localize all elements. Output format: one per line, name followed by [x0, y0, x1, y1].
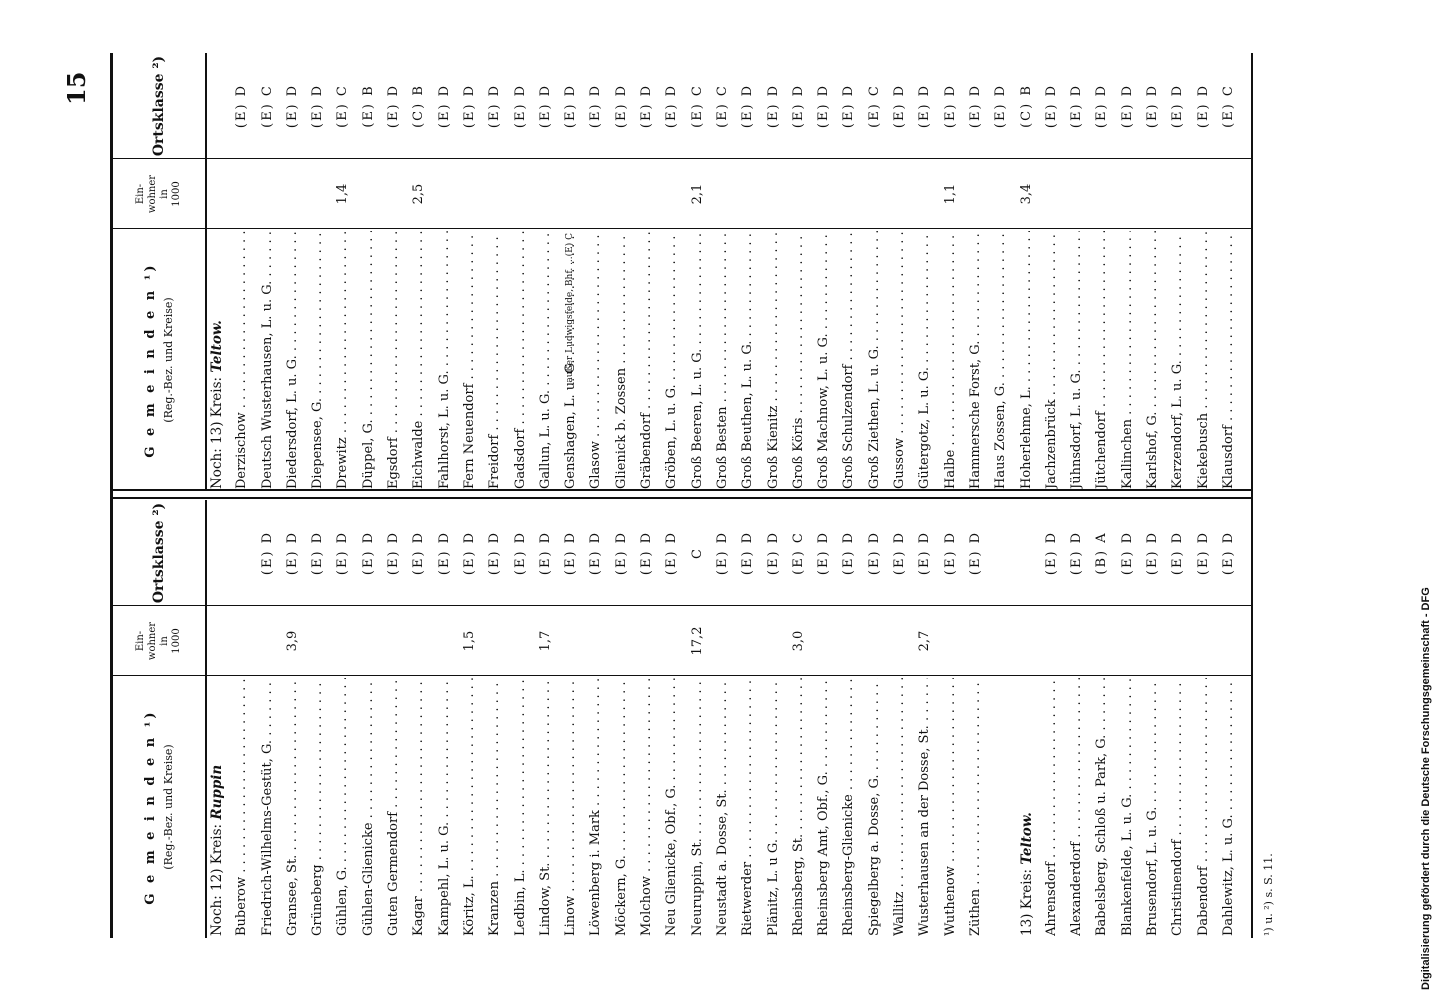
class-value: (E) D	[917, 83, 933, 129]
class-value: (E) D	[461, 83, 477, 129]
municipality-name: Wuthenow . . .	[943, 678, 958, 936]
municipality-name: Rheinsberg-Glienicke . . .	[841, 678, 856, 936]
table-row	[230, 53, 255, 491]
municipality-name: Fahlhorst, L. u. G. . . .	[437, 231, 452, 489]
municipality-name: Neuruppin, St. . . .	[690, 678, 705, 936]
table-row	[458, 53, 483, 491]
table-row	[357, 500, 382, 938]
class-value: (E) D	[284, 530, 300, 576]
table-row	[964, 53, 989, 491]
municipality-name: Friedrich-Wilhelms-Gestüt, G. . . .	[260, 678, 275, 936]
header-municipalities: G e m e i n d e n ¹)	[143, 709, 158, 905]
municipality-name: Gräbendorf . . .	[639, 231, 654, 489]
municipality-name: Köritz, L. . . .	[462, 678, 477, 936]
class-value: (E) D	[335, 530, 351, 576]
table-row	[660, 500, 685, 938]
population-value: 1,4	[335, 183, 351, 205]
municipality-name: Ahrensdorf . . .	[1044, 678, 1059, 936]
left-rows	[205, 500, 1242, 938]
class-value: (E) C	[335, 84, 351, 128]
municipality-name: Gussow . . .	[892, 231, 907, 489]
class-value: (E) D	[942, 83, 958, 129]
class-value: (E) D	[1043, 83, 1059, 129]
table-row	[1217, 500, 1242, 938]
table-row	[1192, 53, 1217, 491]
class-value: (E) D	[310, 530, 326, 576]
class-value: (E) D	[259, 530, 275, 576]
municipality-name: Halbe . . .	[943, 231, 958, 489]
class-value: (E) D	[740, 83, 756, 129]
table-row	[660, 53, 685, 491]
side-credit: Digitalisierung gefördert durch die Deutsche Forschungsgemeinschaft - DFG	[1420, 587, 1432, 990]
right-rows	[205, 53, 1242, 491]
municipality-name: Jühnsdorf, L. u. G. . . .	[1069, 231, 1084, 489]
municipality-name: Grüneberg . . .	[310, 678, 325, 936]
municipality-name: Wusterhausen an der Dosse, St. . . .	[917, 678, 932, 936]
municipality-name: Drewitz . . .	[335, 231, 350, 489]
class-value: (E) D	[436, 530, 452, 576]
class-value: (E) D	[588, 83, 604, 129]
municipality-name: Rheinsberg Amt, Obf., G. . . .	[816, 678, 831, 936]
class-value: (E) D	[1144, 83, 1160, 129]
table-row	[787, 500, 812, 938]
table-row	[433, 500, 458, 938]
table-row	[989, 500, 1014, 938]
municipality-name: Deutsch Wusterhausen, L. u. G. . . .	[260, 231, 275, 489]
municipality-name: Hammersche Forst, G. . . .	[968, 231, 983, 489]
class-value: (E) D	[816, 83, 832, 129]
table-row	[913, 53, 938, 491]
table-row	[686, 500, 711, 938]
header-class: Ortsklasse ²)	[151, 55, 167, 157]
table-row	[509, 500, 534, 938]
table-row	[736, 500, 761, 938]
population-value: 1,5	[461, 630, 477, 652]
municipality-name: Derzischow . . .	[234, 231, 249, 489]
municipality-name: Züthen . . .	[968, 678, 983, 936]
class-value: (E) D	[411, 530, 427, 576]
municipality-name: Genshagen, L. u. G. . . .	[563, 231, 578, 489]
table-row	[534, 53, 559, 491]
class-value: (E) D	[512, 83, 528, 129]
class-value: (E) D	[563, 83, 579, 129]
left-header	[113, 500, 207, 938]
municipality-name: Gühlen, G. . . .	[335, 678, 350, 936]
class-value: (E) D	[664, 83, 680, 129]
municipality-name: Rheinsberg, St. . . .	[791, 678, 806, 936]
table-row	[787, 53, 812, 491]
table-row	[256, 53, 281, 491]
class-value: (E) D	[461, 530, 477, 576]
class-value: (E) D	[512, 530, 528, 576]
municipality-name: Gröben, L. u. G. . . .	[664, 231, 679, 489]
class-value: (E) D	[487, 83, 503, 129]
population-value: 1,1	[942, 183, 958, 205]
municipality-name: Ledbin, L. . . .	[513, 678, 528, 936]
municipality-name: Eichwalde . . .	[411, 231, 426, 489]
municipality-name: Gütergotz, L. u. G. . . .	[917, 231, 932, 489]
class-value: (E) D	[967, 83, 983, 129]
class-value: (E) C	[1220, 84, 1236, 128]
table-row	[863, 53, 888, 491]
district-heading: 13) Kreis: Teltow.	[1018, 812, 1035, 936]
class-value: (E) D	[310, 83, 326, 129]
table-row	[812, 500, 837, 938]
table-row	[382, 53, 407, 491]
municipality-name: Babelsberg, Schloß u. Park, G. . . .	[1094, 678, 1109, 936]
population-value: 3,4	[1018, 183, 1034, 205]
header-population: Ein- wohner in 1000	[113, 158, 205, 229]
class-value: (E) D	[740, 530, 756, 576]
table-row	[1065, 500, 1090, 938]
table-row	[762, 500, 787, 938]
table-row	[534, 500, 559, 938]
class-value: (C) B	[411, 84, 427, 128]
class-value: (E) D	[613, 530, 629, 576]
class-value: (E) D	[1119, 530, 1135, 576]
municipality-name: Jütchendorf . . .	[1094, 231, 1109, 489]
header-subtitle: (Reg.-Bez. und Kreise)	[162, 297, 175, 423]
header-class: Ortsklasse ²)	[151, 502, 167, 604]
municipality-name: Jachzenbrück . . .	[1044, 231, 1059, 489]
population-value: 2,5	[411, 183, 427, 205]
class-value: (E) D	[613, 83, 629, 129]
class-value: (E) D	[816, 530, 832, 576]
class-value: (E) B	[360, 84, 376, 128]
municipality-name: Spiegelberg a. Dosse, G. . . .	[867, 678, 882, 936]
table-row	[1116, 53, 1141, 491]
class-value: (E) D	[1069, 83, 1085, 129]
table-row	[1040, 500, 1065, 938]
table-row	[357, 53, 382, 491]
table-row	[559, 53, 584, 491]
table-row	[1192, 500, 1217, 938]
class-value: (E) D	[360, 530, 376, 576]
table-row	[610, 53, 635, 491]
municipality-name: Kampehl, L. u. G. . . .	[437, 678, 452, 936]
population-value: 1,7	[537, 630, 553, 652]
class-value: C	[689, 547, 705, 559]
table-row	[1141, 53, 1166, 491]
class-value: (E) D	[841, 83, 857, 129]
municipality-name: Diepensee, G. . . .	[310, 231, 325, 489]
municipality-name: Düppel, G. . . .	[361, 231, 376, 489]
table-row	[1217, 53, 1242, 491]
class-value: (E) D	[1170, 83, 1186, 129]
municipality-name: Brusendorf, L. u. G. . . .	[1145, 678, 1160, 936]
class-value: (E) C	[259, 84, 275, 128]
table-row	[433, 53, 458, 491]
municipality-name: Groß Beuthen, L. u. G. . . .	[740, 231, 755, 489]
table-row	[888, 53, 913, 491]
class-value: (E) D	[892, 83, 908, 129]
table-row	[559, 500, 584, 938]
population-value: 2,7	[917, 630, 933, 652]
left-column	[113, 500, 1251, 938]
table-row	[863, 500, 888, 938]
class-value: (E) D	[639, 530, 655, 576]
header-municipalities: G e m e i n d e n ¹)	[143, 262, 158, 458]
table-row	[483, 500, 508, 938]
municipality-name: Hoherlehme, L. . . .	[1019, 231, 1034, 489]
municipality-name: Neustadt a. Dosse, St. . . .	[715, 678, 730, 936]
table-row	[281, 53, 306, 491]
right-column	[113, 53, 1251, 491]
table-row	[989, 53, 1014, 491]
class-value: (E) D	[1094, 83, 1110, 129]
class-value: (E) C	[790, 531, 806, 575]
header-population: Ein- wohner in 1000	[113, 605, 205, 676]
table-row	[635, 500, 660, 938]
municipality-name: Neu Glienicke, Obf., G. . . .	[664, 678, 679, 936]
table-row	[1015, 53, 1040, 491]
table-row	[306, 500, 331, 938]
table-row	[281, 500, 306, 938]
class-value: (E) C	[866, 84, 882, 128]
population-value: 2,1	[689, 183, 705, 205]
table-row	[939, 53, 964, 491]
municipality-name: Buberow . . .	[234, 678, 249, 936]
table-row	[483, 53, 508, 491]
population-value: 3,9	[284, 630, 300, 652]
municipality-name: Blankenfelde, L. u. G. . . .	[1120, 678, 1135, 936]
municipality-name: Möckern, G. . . .	[614, 678, 629, 936]
class-value: (B) A	[1094, 531, 1110, 575]
table-row	[205, 53, 230, 491]
district-heading: Noch: 13) Kreis: Teltow.	[209, 320, 225, 489]
municipality-name: Groß Besten . . .	[715, 231, 730, 489]
class-value: (E) D	[436, 83, 452, 129]
footnote: ¹) u. ²) s. S. 11.	[1262, 853, 1275, 936]
table-row	[407, 53, 432, 491]
class-value: (E) D	[1170, 530, 1186, 576]
class-value: (E) D	[386, 530, 402, 576]
class-value: (E) D	[664, 530, 680, 576]
table-row	[306, 53, 331, 491]
class-value: (E) D	[714, 530, 730, 576]
class-value: (E) D	[563, 530, 579, 576]
row-note: außer Ludwigsfelde, Bhf. ...(E) C	[565, 233, 576, 383]
table-row	[812, 53, 837, 491]
class-value: (E) D	[537, 83, 553, 129]
table-row	[1065, 53, 1090, 491]
header-subtitle: (Reg.-Bez. und Kreise)	[162, 744, 175, 870]
class-value: (E) D	[1144, 530, 1160, 576]
table-row	[736, 53, 761, 491]
municipality-name: Klausdorf . . .	[1221, 231, 1236, 489]
class-value: (E) D	[765, 530, 781, 576]
municipality-name: Rietwerder . . .	[740, 678, 755, 936]
table-row	[1166, 500, 1191, 938]
municipality-name: Alexanderdorf . . .	[1069, 678, 1084, 936]
municipality-name: Groß Kienitz . . .	[766, 231, 781, 489]
table-row	[939, 500, 964, 938]
class-value: (E) D	[234, 83, 250, 129]
district-heading: Noch: 12) Kreis: Ruppin	[209, 764, 225, 936]
table-row	[382, 500, 407, 938]
class-value: (E) D	[537, 530, 553, 576]
table-row	[964, 500, 989, 938]
municipality-name: Plänitz, L. u G. . . .	[766, 678, 781, 936]
class-value: (E) D	[588, 530, 604, 576]
municipality-name: Glienick b. Zossen . . .	[614, 231, 629, 489]
table-row	[1116, 500, 1141, 938]
class-value: (E) D	[386, 83, 402, 129]
municipality-name: Gransee, St. . . .	[285, 678, 300, 936]
municipality-name: Molchow . . .	[639, 678, 654, 936]
class-value: (E) D	[1069, 530, 1085, 576]
municipality-name: Kerzendorf, L. u. G. . . .	[1170, 231, 1185, 489]
municipality-name: Groß Machnow, L. u. G. . . .	[816, 231, 831, 489]
class-value: (E) D	[841, 530, 857, 576]
table-row	[711, 53, 736, 491]
population-value: 17,2	[689, 626, 705, 656]
municipality-name: Lindow, St. . . .	[538, 678, 553, 936]
municipality-name: Guten Germendorf . . .	[386, 678, 401, 936]
class-value: (E) D	[993, 83, 1009, 129]
class-value: (E) D	[1119, 83, 1135, 129]
class-value: (E) D	[942, 530, 958, 576]
table-row	[509, 53, 534, 491]
table-row	[256, 500, 281, 938]
class-value: (E) D	[639, 83, 655, 129]
class-value: (E) D	[866, 530, 882, 576]
page-number: 15	[62, 71, 91, 105]
table-row	[1015, 500, 1040, 938]
municipality-name: Groß Schulzendorf . . .	[841, 231, 856, 489]
table-row	[610, 500, 635, 938]
class-value: (E) D	[765, 83, 781, 129]
municipality-name: Freidorf . . .	[487, 231, 502, 489]
table-row	[837, 500, 862, 938]
municipality-name: Dahlewitz, L. u. G. . . .	[1221, 678, 1236, 936]
place-table	[110, 53, 1253, 938]
class-value: (E) D	[1043, 530, 1059, 576]
municipality-name: Glasow . . .	[588, 231, 603, 489]
table-row	[711, 500, 736, 938]
class-value: (C) B	[1018, 84, 1034, 128]
table-row	[584, 53, 609, 491]
municipality-name: Groß Ziethen, L. u. G. . . .	[867, 231, 882, 489]
class-value: (E) C	[689, 84, 705, 128]
table-row	[230, 500, 255, 938]
municipality-name: Christinendorf . . .	[1170, 678, 1185, 936]
municipality-name: Diedersdorf, L. u. G. . . .	[285, 231, 300, 489]
municipality-name: Linow . . .	[563, 678, 578, 936]
class-value: (E) D	[790, 83, 806, 129]
right-header	[113, 53, 207, 491]
municipality-name: Gadsdorf . . .	[513, 231, 528, 489]
municipality-name: Gallun, L. u. G. . . .	[538, 231, 553, 489]
municipality-name: Kiekebusch . . .	[1196, 231, 1211, 489]
municipality-name: Karlshof, G. . . .	[1145, 231, 1160, 489]
table-row	[205, 500, 230, 938]
table-row	[888, 500, 913, 938]
table-row	[458, 500, 483, 938]
table-row	[762, 53, 787, 491]
table-row	[1166, 53, 1191, 491]
table-row	[635, 53, 660, 491]
table-row	[407, 500, 432, 938]
class-value: (E) D	[1195, 83, 1211, 129]
municipality-name: Löwenberg i. Mark . . .	[588, 678, 603, 936]
table-row	[1141, 500, 1166, 938]
municipality-name: Groß Beeren, L. u. G. . . .	[690, 231, 705, 489]
municipality-name: Groß Köris . . .	[791, 231, 806, 489]
municipality-name: Gühlen-Glienicke . . .	[361, 678, 376, 936]
table-row	[686, 53, 711, 491]
municipality-name: Haus Zossen, G. . . .	[993, 231, 1008, 489]
table-row	[1090, 53, 1115, 491]
table-row	[331, 500, 356, 938]
municipality-name: Kagar . . .	[411, 678, 426, 936]
table-row	[913, 500, 938, 938]
class-value: (E) D	[892, 530, 908, 576]
table-row	[331, 53, 356, 491]
municipality-name: Dabendorf . . .	[1196, 678, 1211, 936]
table-row	[584, 500, 609, 938]
class-value: (E) D	[1195, 530, 1211, 576]
municipality-name: Kranzen . . .	[487, 678, 502, 936]
class-value: (E) D	[284, 83, 300, 129]
class-value: (E) D	[1220, 530, 1236, 576]
municipality-name: Fern Neuendorf . . .	[462, 231, 477, 489]
municipality-name: Wallitz . . .	[892, 678, 907, 936]
class-value: (E) C	[714, 84, 730, 128]
class-value: (E) D	[487, 530, 503, 576]
class-value: (E) D	[967, 530, 983, 576]
municipality-name: Egsdorf . . .	[386, 231, 401, 489]
table-row	[1040, 53, 1065, 491]
municipality-name: Kallinchen . . .	[1120, 231, 1135, 489]
table-row	[837, 53, 862, 491]
table-row	[1090, 500, 1115, 938]
population-value: 3,0	[790, 630, 806, 652]
class-value: (E) D	[917, 530, 933, 576]
